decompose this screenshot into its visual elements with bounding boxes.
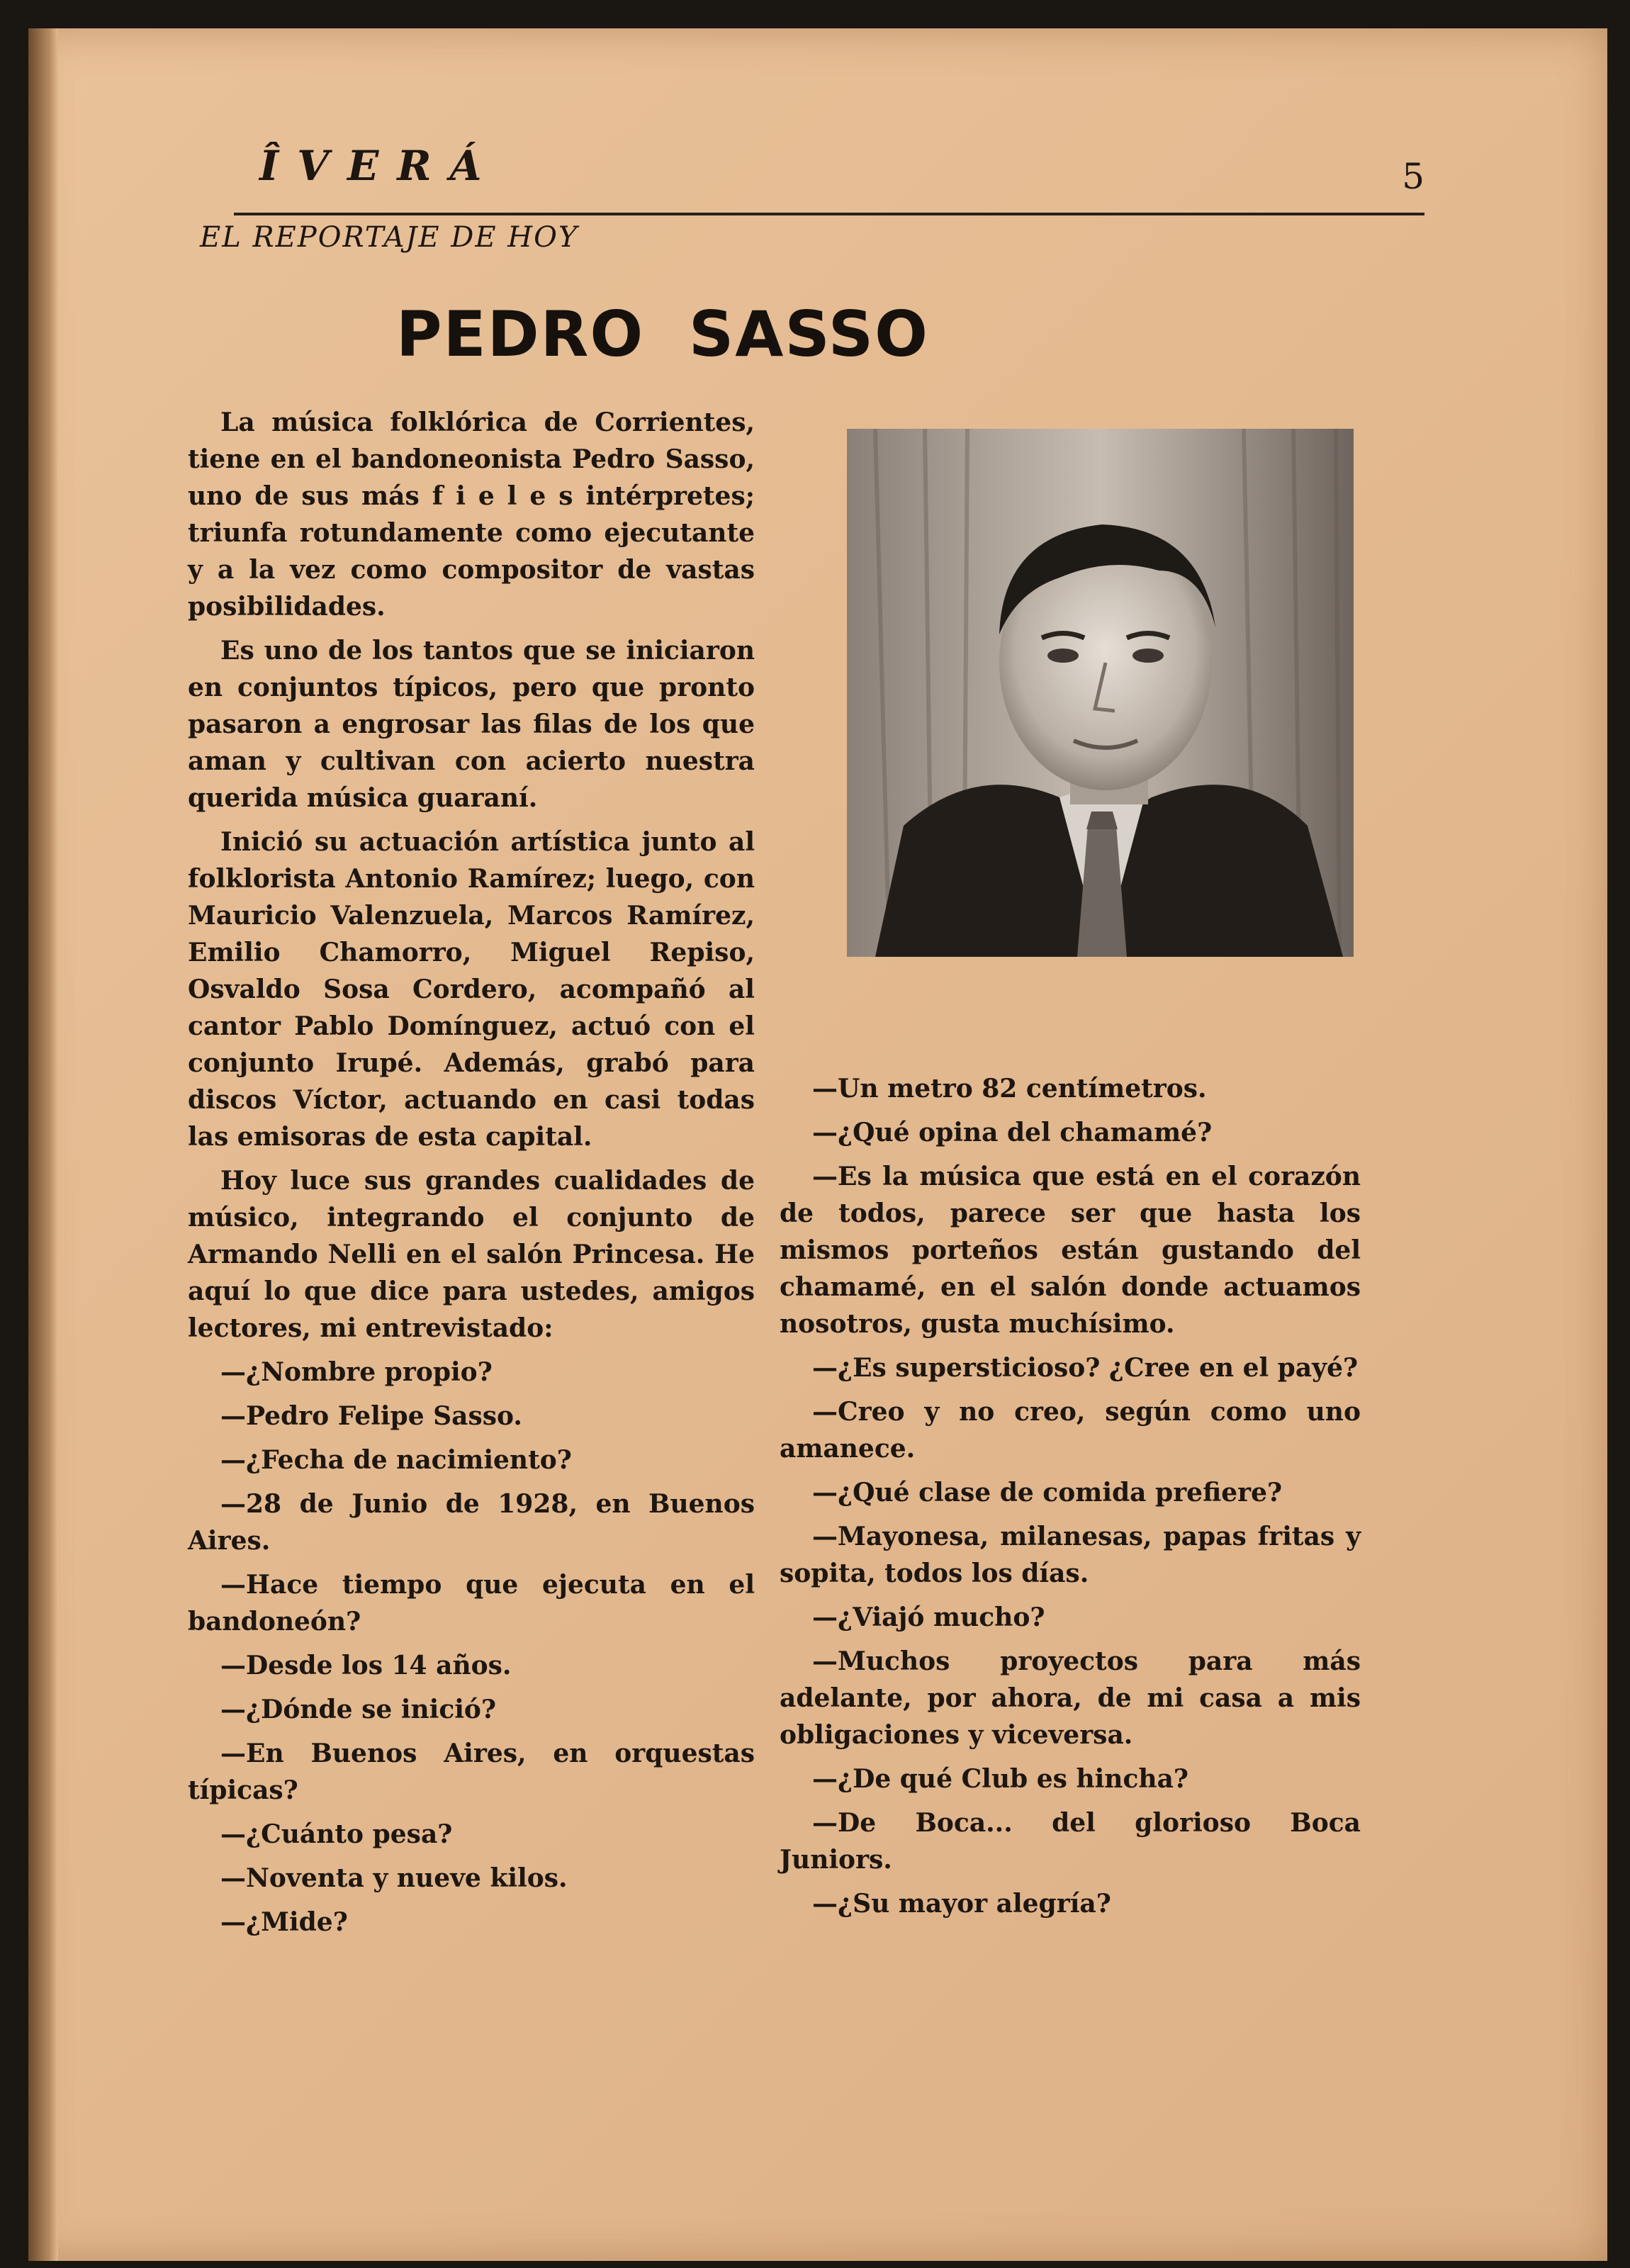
right-column <box>780 1070 1361 1929</box>
portrait-photo <box>847 429 1354 957</box>
interview-line: —Desde los 14 años. <box>220 1651 512 1680</box>
intro-paragraph: Inició su actuación artística junto al folklorista Antonio Ramírez; luego, con Mauricio Valenzuela, Marcos Ramírez, Emilio Chamorro, Miguel Repiso, Osvaldo Sosa Cordero, acompañó al cantor Pablo Domínguez, actuó con el conjunto Irupé. Además, grabó para discos Víctor, actuando en casi todas las emisoras de esta capital. <box>188 827 755 1152</box>
interview-line: —¿Viajó mucho? <box>812 1602 1045 1632</box>
interview-line: —De Boca... del glorioso Boca Juniors. <box>780 1808 1361 1875</box>
section-kicker: EL REPORTAJE DE HOY <box>200 221 579 254</box>
interview-line: —¿Cuánto pesa? <box>220 1819 453 1849</box>
binding-spine <box>28 28 58 2261</box>
interview-line: —¿Qué opina del chamamé? <box>812 1118 1213 1147</box>
interview-line: —¿De qué Club es hincha? <box>812 1764 1188 1794</box>
page-number: 5 <box>1402 156 1424 197</box>
interview-line: —En Buenos Aires, en orquestas típicas? <box>188 1739 755 1805</box>
interview-line: —Mayonesa, milanesas, papas fritas y sopita, todos los días. <box>780 1522 1361 1588</box>
magazine-title: ÎVERÁ <box>259 142 500 190</box>
interview-line: —¿Fecha de nacimiento? <box>220 1445 572 1475</box>
interview-line: —¿Mide? <box>220 1907 348 1937</box>
interview-line: —¿Dónde se inició? <box>220 1695 497 1724</box>
interview-line: —¿Su mayor alegría? <box>812 1889 1111 1919</box>
left-column <box>188 404 755 1948</box>
interview-line: —¿Nombre propio? <box>220 1357 493 1387</box>
interview-line: —¿Qué clase de comida prefiere? <box>812 1478 1283 1508</box>
interview-line: —Noventa y nueve kilos. <box>220 1863 568 1893</box>
interview-line: —Muchos proyectos para más adelante, por ahora, de mi casa a mis obligaciones y viceversa. <box>780 1646 1361 1750</box>
interview-line: —Es la música que está en el corazón de todos, parece ser que hasta los mismos porteños están gustando del chamamé, en el salón donde actuamos nosotros, gusta muchísimo. <box>780 1162 1361 1339</box>
interview-line: —¿Es supersticioso? ¿Cree en el payé? <box>812 1353 1359 1383</box>
intro-paragraph: Hoy luce sus grandes cualidades de músico, integrando el conjunto de Armando Nelli en el salón Princesa. He aquí lo que dice para ustedes, amigos lectores, mi entrevistado: <box>188 1166 755 1343</box>
interview-line: —Hace tiempo que ejecuta en el bandoneón? <box>188 1570 755 1637</box>
intro-paragraph: Es uno de los tantos que se iniciaron en conjuntos típicos, pero que pronto pasaron a engrosar las filas de los que aman y cultivan con acierto nuestra querida música guaraní. <box>188 636 755 813</box>
interview-line: —28 de Junio de 1928, en Buenos Aires. <box>188 1489 755 1556</box>
intro-paragraph: La música folklórica de Corrientes, tiene en el bandoneonista Pedro Sasso, uno de sus más f i e l e s intérpretes; triunfa rotundamente como ejecutante y a la vez como compositor de vastas posibilidades. <box>188 408 755 622</box>
interview-line: —Un metro 82 centímetros. <box>812 1074 1207 1104</box>
running-header <box>234 120 1424 215</box>
interview-line: —Creo y no creo, según como uno amanece. <box>780 1397 1361 1464</box>
article-headline: PEDRO SASSO <box>396 298 929 371</box>
interview-line: —Pedro Felipe Sasso. <box>220 1401 522 1431</box>
